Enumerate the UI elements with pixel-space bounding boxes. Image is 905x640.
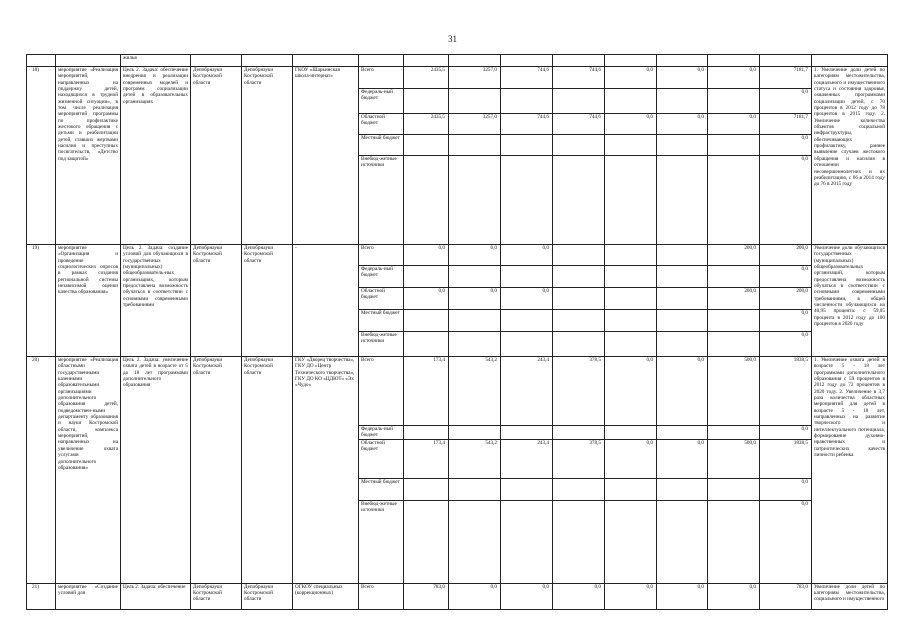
total-value: 200,0	[760, 245, 812, 266]
activity-goal: Цель 2. Задача: создание условий для обучающихся в государственных (муниципальных) общеобразователь-ных организациях, которым предоставлена возможность обучаться в соответствии с основными современными требованиями	[121, 245, 191, 357]
year-value	[501, 310, 553, 332]
year-value	[553, 310, 605, 332]
year-value: 0,0	[657, 439, 708, 478]
year-value	[605, 478, 657, 500]
total-value: 1838,5	[760, 439, 812, 478]
year-value: 500,0	[708, 439, 760, 478]
year-value	[553, 266, 605, 288]
total-value: 0,0	[760, 310, 812, 332]
year-value	[708, 310, 760, 332]
year-value	[657, 478, 708, 500]
expected-result: 1. Увеличение доли детей по категориям местожительства, социального и имущественного статуса и состояния здоровья, охваченных программами социализации детей, с 70 процентов в 2012 году до 78 процентов в 2015 году. 2. Увеличение количества объектов социальной инфраструктуры, обеспечивающих профилактику, раннее выявление случаев жестокого обращения и насилия в отношении несовершеннолетних и их реабилитацию, с 66 в 2014 году до 76 в 2015 году	[812, 67, 888, 245]
year-value	[605, 288, 657, 310]
funding-source: Всего	[359, 67, 404, 89]
funding-source: Внебюд-жетные источники	[359, 500, 404, 583]
year-value: 243,4	[501, 357, 553, 426]
year-value: 200,0	[708, 288, 760, 310]
year-value	[605, 245, 657, 266]
total-value: 0,0	[760, 89, 812, 114]
year-value	[501, 426, 553, 440]
year-value	[553, 426, 605, 440]
year-value: 3257,0	[449, 114, 501, 135]
year-value: 0,0	[501, 583, 553, 609]
year-value	[657, 288, 708, 310]
total-value: 1838,5	[760, 357, 812, 426]
year-value	[708, 426, 760, 440]
year-value	[553, 135, 605, 156]
funding-source: Всего	[359, 583, 404, 609]
year-value: 0,0	[404, 288, 449, 310]
total-value: 783,0	[760, 583, 812, 609]
total-value: 7181,7	[760, 114, 812, 135]
year-value	[404, 426, 449, 440]
year-value: 173,4	[404, 439, 449, 478]
year-value	[449, 135, 501, 156]
year-value: 0,0	[449, 245, 501, 266]
year-value: 0,0	[605, 67, 657, 89]
funding-source: Всего	[359, 245, 404, 266]
year-value	[449, 332, 501, 357]
year-value: 744,6	[501, 114, 553, 135]
total-value: 0,0	[760, 332, 812, 357]
page-number: 31	[448, 34, 457, 44]
year-value: 200,0	[708, 245, 760, 266]
year-value: 378,5	[553, 439, 605, 478]
activity-participant: ОГКОУ специальных (коррекционных)	[293, 583, 359, 609]
expected-result: Увеличение доли обучающихся государственных (муниципальных) общеобразовательных организаций, которым предоставлена возможность обучаться в соответствии с основными современными требованиями, в общей численности обучающихся на 40,95 процента: с 59,05 процента в 2012 году до 100 процентов в 2020 году	[812, 245, 888, 357]
year-value: 3257,0	[449, 67, 501, 89]
year-value	[657, 332, 708, 357]
year-value: 783,0	[404, 583, 449, 609]
year-value: 0,0	[605, 583, 657, 609]
activity-row	[27, 357, 888, 426]
activity-number: 18)	[27, 67, 56, 245]
year-value	[553, 89, 605, 114]
total-value: 0,0	[760, 266, 812, 288]
year-value	[449, 310, 501, 332]
year-value	[605, 135, 657, 156]
year-value	[553, 332, 605, 357]
activity-number: 20)	[27, 357, 56, 584]
program-activities-table	[26, 54, 888, 610]
year-value	[657, 266, 708, 288]
year-value	[404, 135, 449, 156]
year-value: 500,0	[708, 357, 760, 426]
year-value	[708, 500, 760, 583]
year-value: 0,0	[605, 357, 657, 426]
funding-source: Местный бюджет	[359, 135, 404, 156]
funding-source: Местный бюджет	[359, 310, 404, 332]
year-value	[449, 266, 501, 288]
year-value: 543,2	[449, 357, 501, 426]
year-value	[449, 478, 501, 500]
year-value	[657, 156, 708, 245]
year-value: 0,0	[657, 357, 708, 426]
year-value: 0,0	[657, 583, 708, 609]
activity-administrator: Депобрнауки Костромской области	[191, 583, 242, 609]
year-value	[553, 500, 605, 583]
activity-executor: Депобрнауки Костромской области	[242, 357, 293, 584]
year-value	[657, 500, 708, 583]
year-value	[501, 89, 553, 114]
year-value	[449, 156, 501, 245]
year-value	[404, 156, 449, 245]
table-body	[27, 55, 888, 610]
year-value	[449, 426, 501, 440]
year-value	[501, 332, 553, 357]
year-value	[404, 500, 449, 583]
year-value	[657, 89, 708, 114]
year-value	[404, 89, 449, 114]
year-value	[605, 89, 657, 114]
year-value: 173,4	[404, 357, 449, 426]
activity-row	[27, 67, 888, 89]
funding-source: Внебюд-жетные источники	[359, 156, 404, 245]
total-value: 0,0	[760, 500, 812, 583]
expected-result: Увеличение доли детей по категориям местожительства, социального и имущественного	[812, 583, 888, 609]
activity-goal: Цель 2. Задача: обеспечение внедрения и реализации современных моделей и программ социализации детей в образовательных организациях	[121, 67, 191, 245]
year-value: 0,0	[708, 67, 760, 89]
total-value: 0,0	[760, 478, 812, 500]
activity-title: мероприятие «Реализация областными государственными казенными образовательными организациями дополнительного образования детей, подведомствен-ными департаменту образования и науки Костромской области, комплекса мероприятий, направленных на увеличение охвата услугами дополнительного образования»	[56, 357, 121, 584]
year-value: 0,0	[501, 288, 553, 310]
year-value	[553, 288, 605, 310]
year-value: 0,0	[708, 583, 760, 609]
funding-source: Местный бюджет	[359, 478, 404, 500]
activity-row	[27, 583, 888, 609]
year-value: 0,0	[657, 67, 708, 89]
year-value	[605, 266, 657, 288]
total-value: 0,0	[760, 426, 812, 440]
activity-participant: ГКУ «Дворец творчества», ГКУ ДО «Центр Технического творчества», ГКУ ДО КО «ЦДЮТ» «Эх «Чудо»	[293, 357, 359, 584]
year-value	[605, 500, 657, 583]
year-value	[708, 156, 760, 245]
funding-source: Областной бюджет	[359, 288, 404, 310]
continuation-row	[27, 55, 888, 67]
year-value	[501, 266, 553, 288]
year-value	[708, 266, 760, 288]
year-value: 0,0	[404, 245, 449, 266]
year-value: 243,4	[501, 439, 553, 478]
funding-source: Всего	[359, 357, 404, 426]
activity-number: 19)	[27, 245, 56, 357]
year-value	[657, 135, 708, 156]
funding-source: Областной бюджет	[359, 439, 404, 478]
activity-administrator: Депобрнауки Костромской области	[191, 357, 242, 584]
year-value	[501, 500, 553, 583]
activity-goal: Цель 2. Задача: обеспечение	[121, 583, 191, 609]
year-value	[708, 478, 760, 500]
activity-administrator: Депобрнауки Костромской области	[191, 245, 242, 357]
year-value	[605, 332, 657, 357]
year-value: 744,6	[553, 114, 605, 135]
activity-executor: Депобрнауки Костромской области	[242, 583, 293, 609]
year-value	[449, 89, 501, 114]
activity-title: мероприятие «Реализация мероприятий, направленных на поддержку детей, находящихся в трудной жизненной ситуации», в том числе реализация мероприятий программы по профилактике жестокого обращения с детьми и реабилитации детей, ставших жертвами насилия и преступных посягательств, «Детство под защитой»	[56, 67, 121, 245]
year-value	[605, 426, 657, 440]
year-value	[404, 310, 449, 332]
continuation-text: жилья	[121, 55, 191, 67]
year-value	[553, 156, 605, 245]
total-value: 0,0	[760, 156, 812, 245]
year-value: 0,0	[449, 583, 501, 609]
year-value	[553, 245, 605, 266]
activity-title: мероприятие «Организация и проведение социологических опросов в рамках создания региональной системы независимой оценки качества образования»	[56, 245, 121, 357]
year-value: 744,6	[501, 67, 553, 89]
year-value	[404, 332, 449, 357]
funding-source: Федераль-ный бюджет	[359, 266, 404, 288]
year-value	[657, 426, 708, 440]
year-value	[501, 478, 553, 500]
year-value	[708, 135, 760, 156]
year-value: 0,0	[449, 288, 501, 310]
year-value: 0,0	[657, 114, 708, 135]
year-value	[708, 89, 760, 114]
year-value	[657, 245, 708, 266]
year-value	[449, 500, 501, 583]
activity-goal: Цель 2. Задача: увеличение охвата детей в возрасте от 5 до 18 лет программами дополнительного образования	[121, 357, 191, 584]
year-value	[501, 156, 553, 245]
year-value: 744,6	[553, 67, 605, 89]
year-value	[553, 478, 605, 500]
year-value: 2435,5	[404, 67, 449, 89]
year-value: 0,0	[605, 439, 657, 478]
year-value	[605, 156, 657, 245]
year-value: 0,0	[501, 245, 553, 266]
year-value: 543,2	[449, 439, 501, 478]
activity-number: 21)	[27, 583, 56, 609]
year-value	[657, 310, 708, 332]
year-value: 2435,5	[404, 114, 449, 135]
total-value: 7181,7	[760, 67, 812, 89]
year-value	[501, 135, 553, 156]
funding-source: Федераль-ный бюджет	[359, 89, 404, 114]
activity-administrator: Депобрнауки Костромской области	[191, 67, 242, 245]
activity-title: мероприятие «Создание условий для	[56, 583, 121, 609]
year-value: 378,5	[553, 357, 605, 426]
year-value	[605, 310, 657, 332]
activity-participant: -	[293, 245, 359, 357]
funding-source: Федераль-ный бюджет	[359, 426, 404, 440]
activity-executor: Депобрнауки Костромской области	[242, 245, 293, 357]
activity-row	[27, 245, 888, 266]
total-value: 0,0	[760, 135, 812, 156]
year-value: 0,0	[708, 114, 760, 135]
document-sheet	[26, 54, 887, 610]
expected-result: 1. Увеличение охвата детей в возрасте 5 - 18 лет программами дополнительного образования с 59 процентов в 2012 году до 72 процентов в 2020 году. 2. Увеличение в 3,7 раза количества областных мероприятий для детей в возрасте 5 - 18 лет, направленных на развитие творческого и интеллектуального потенциала, формирование духовно-нравственных и патриотических качеств личности ребенка	[812, 357, 888, 584]
total-value: 200,0	[760, 288, 812, 310]
year-value	[404, 266, 449, 288]
year-value: 0,0	[553, 583, 605, 609]
activity-participant: ГКОУ «Шарьинская школа-интернат»	[293, 67, 359, 245]
funding-source: Областной бюджет	[359, 114, 404, 135]
year-value: 0,0	[605, 114, 657, 135]
year-value	[708, 332, 760, 357]
year-value	[404, 478, 449, 500]
activity-executor: Депобрнауки Костромской области	[242, 67, 293, 245]
funding-source: Внебюд-жетные источники	[359, 332, 404, 357]
